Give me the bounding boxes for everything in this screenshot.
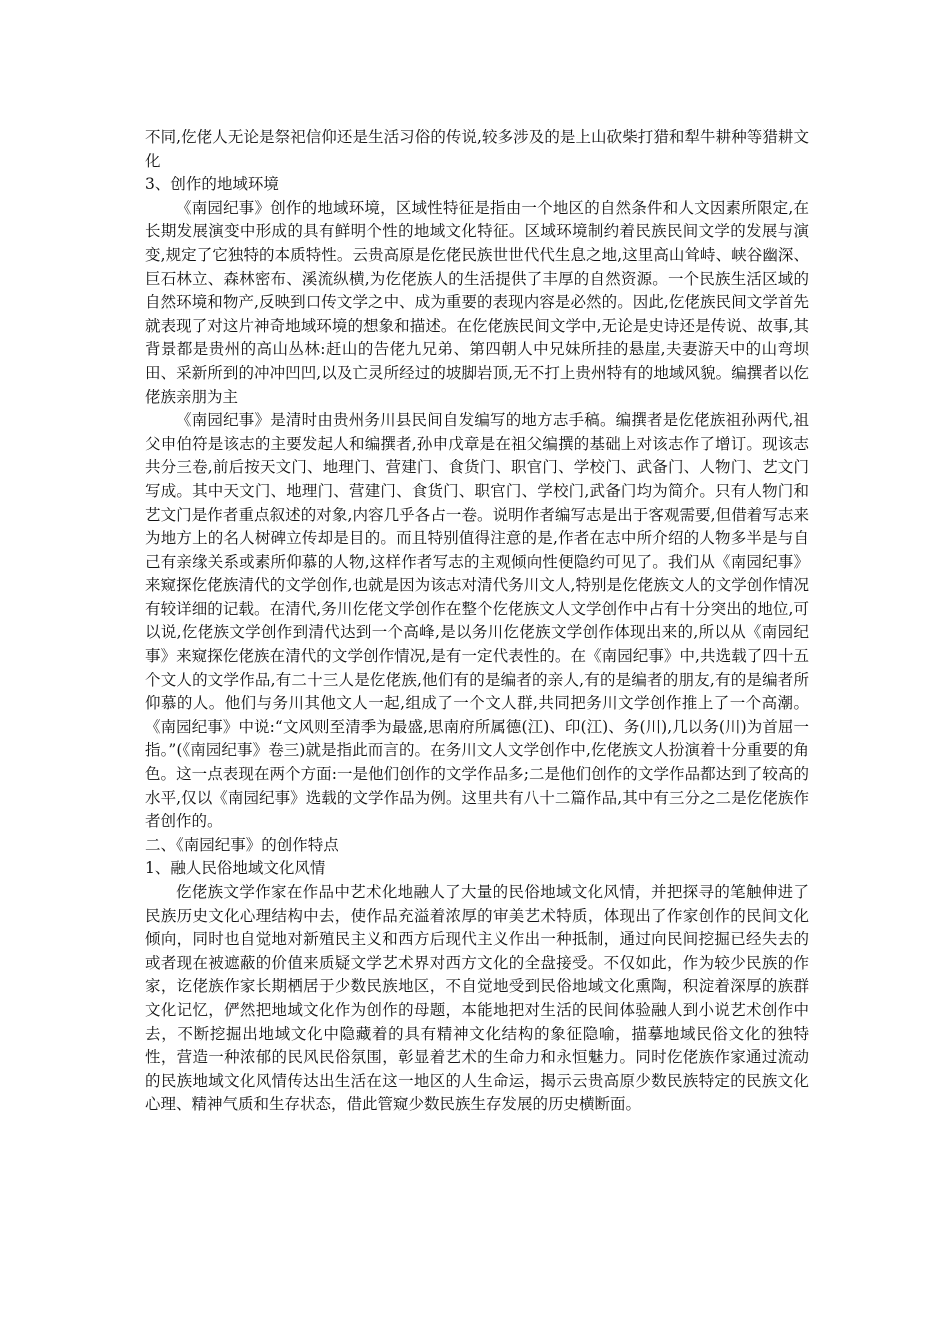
body-paragraph-nanyuan-jishi: 《南园纪事》是清时由贵州务川县民间自发编写的地方志手稿。编撰者是仡佬族祖孙两代,祖父申伯符是该志的主要发起人和编撰者,孙申戊章是在祖父编撰的基础上对该志作了增订。现该志共分三卷,前后按天文门、地理门、营建门、食货门、职官门、学校门、武备门、人物门、艺文门写成。其中天文门、地理门、营建门、食货门、职官门、学校门,武备门均为简介。只有人物门和艺文门是作者重点叙述的对象,内容几乎各占一卷。说明作者编写志是出于客观需要,但借着写志来为地方上的名人树碑立传却是目的。而且特别值得注意的是,作者在志中所介绍的人物多半是与自己有亲缘关系或素所仰慕的人物,这样作者写志的主观倾向性便隐约可见了。我们从《南园纪事》来窥探仡佬族清代的文学创作,也就是因为该志对清代务川文人,特别是仡佬族文人的文学创作情况有较详细的记载。在清代,务川仡佬文学创作在整个仡佬族文人文学创作中占有十分突出的地位,可以说,仡佬族文学创作到清代达到一个高峰,是以务川仡佬族文学创作体现出来的,所以从《南园纪事》来窥探仡佬族在清代的文学创作情况,是有一定代表性的。在《南园纪事》中,共选载了四十五个文人的文学作品,有二十三人是仡佬族,他们有的是编者的亲人,有的是编者的朋友,有的是编者所仰慕的人。他们与务川其他文人一起,组成了一个文人群,共同把务川文学创作推上了一个高潮。《南园纪事》中说:“文风则至清季为最盛,思南府所属德(江)、印(江)、务(川),几以务(川)为首屈一指。”(《南园纪事》卷三)就是指此而言的。在务川文人文学创作中,仡佬族文人扮演着十分重要的角色。这一点表现在两个方面:一是他们创作的文学作品多;二是他们创作的文学作品都达到了较高的水平,仅以《南园纪事》选载的文学作品为例。这里共有八十二篇作品,其中有三分之二是仡佬族作者创作的。 bbox=[145, 411, 809, 831]
document-page bbox=[145, 126, 809, 1117]
body-paragraph-continuation: 不同,仡佬人无论是祭祀信仰还是生活习俗的传说,较多涉及的是上山砍柴打猎和犁牛耕种等猎耕文化 bbox=[145, 128, 809, 170]
chapter-heading-creative-features: 二、《南园纪事》的创作特点 bbox=[145, 835, 339, 854]
section-heading-folk-culture: 1、融人民俗地域文化风情 bbox=[145, 859, 326, 878]
section-heading-regional-environment: 3、创作的地域环境 bbox=[145, 175, 279, 194]
body-paragraph-folk-culture: 仡佬族文学作家在作品中艺术化地融人了大量的民俗地域文化风情，并把探寻的笔触伸进了民族历史文化心理结构中去，使作品充溢着浓厚的审美艺术特质，体现出了作家创作的民间文化倾向，同时也自觉地对新殖民主义和西方后现代主义作出一种抵制，通过向民间挖掘已经失去的或者现在被遮蔽的价值来质疑文学艺术界对西方文化的全盘接受。不仅如此，作为较少民族的作家，讫佬族作家长期栖居于少数民族地区，不自觉地受到民俗地域文化熏陶，积淀着深厚的族群文化记忆，俨然把地域文化作为创作的母题，本能地把对生活的民间体验融人到小说艺术创作中去，不断挖掘出地域文化中隐藏着的具有精神文化结构的象征隐喻，描摹地域民俗文化的独特性，营造一种浓郁的民风民俗氛围，彰显着艺术的生命力和永恒魅力。同时仡佬族作家通过流动的民族地域文化风情传达出生活在这一地区的人生命运，揭示云贵高原少数民族特定的民族文化心理、精神气质和生存状态，借此管窥少数民族生存发展的历史横断面。 bbox=[145, 883, 809, 1114]
body-paragraph-regional-environment: 《南园纪事》创作的地域环境，区域性特征是指由一个地区的自然条件和人文因素所限定,在长期发展演变中形成的具有鲜明个性的地域文化特征。区域环境制约着民族民间文学的发展与演变,规定了它独特的本质特性。云贵高原是仡佬民族世世代代生息之地,这里高山耸峙、峡谷幽深、巨石林立、森林密布、溪流纵横,为仡佬族人的生活提供了丰厚的自然资源。一个民族生活区域的自然环境和物产,反映到口传文学之中、成为重要的表现内容是必然的。因此,仡佬族民间文学首先就表现了对这片神奇地域环境的想象和描述。在仡佬族民间文学中,无论是史诗还是传说、故事,其背景都是贵州的高山丛林:赶山的告佬九兄弟、第四朝人中兄妹所挂的悬崖,夫妻游天中的山弯坝田、采新所到的冲冲凹凹,以及亡灵所经过的坡脚岩顶,无不打上贵州特有的地域风貌。编撰者以仡佬族亲朋为主 bbox=[145, 198, 809, 406]
